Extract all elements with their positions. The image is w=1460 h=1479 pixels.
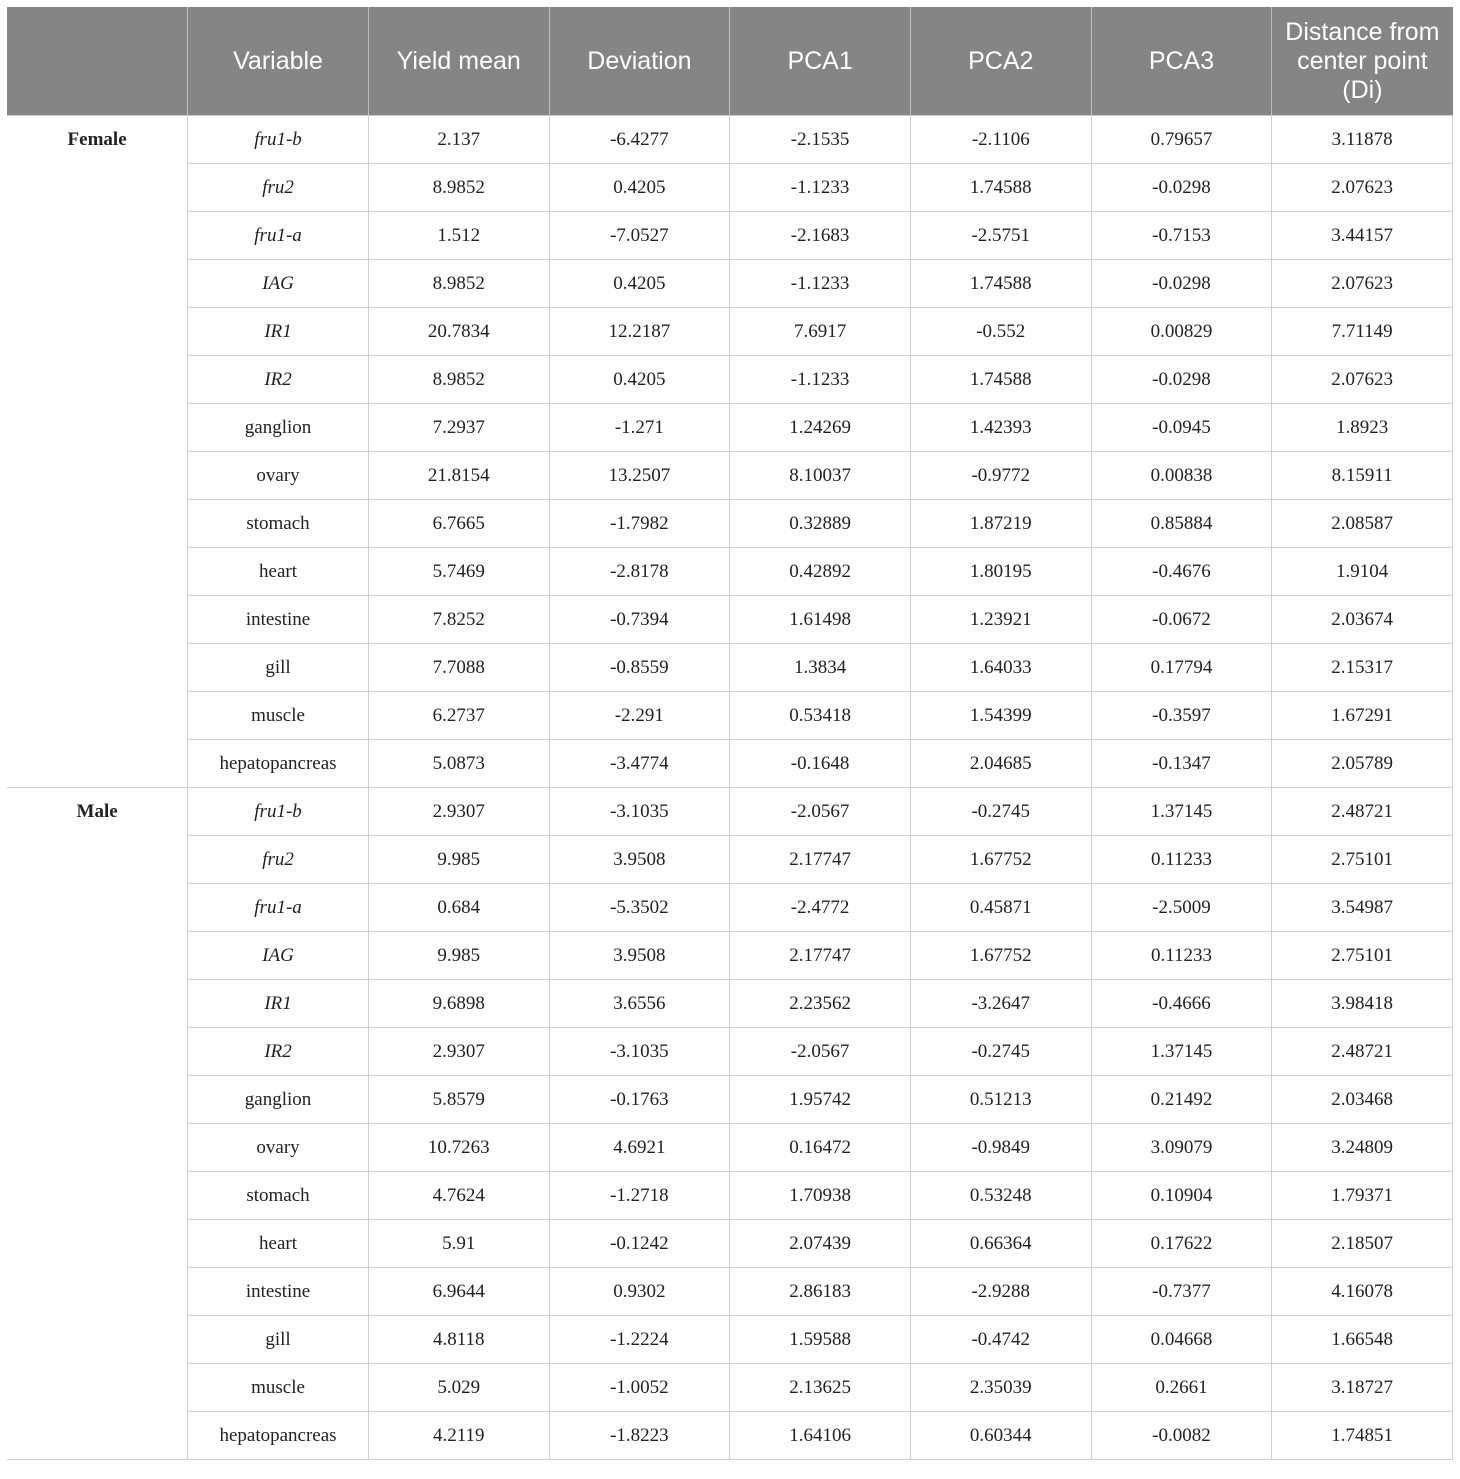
variable-cell: heart <box>188 548 369 596</box>
variable-cell: fru1-b <box>188 788 369 836</box>
yield-mean-cell: 7.7088 <box>368 644 549 692</box>
deviation-cell: -7.0527 <box>549 212 730 260</box>
table-row <box>7 932 1453 980</box>
deviation-cell: 4.6921 <box>549 1124 730 1172</box>
variable-cell: fru1-a <box>188 884 369 932</box>
pca2-cell: -2.1106 <box>910 116 1091 164</box>
pca3-cell: 3.09079 <box>1091 1124 1272 1172</box>
deviation-cell: -1.7982 <box>549 500 730 548</box>
yield-mean-cell: 5.91 <box>368 1220 549 1268</box>
pca2-cell: 1.54399 <box>910 692 1091 740</box>
table-row <box>7 788 1453 836</box>
table-row <box>7 1076 1453 1124</box>
distance-cell: 2.18507 <box>1272 1220 1453 1268</box>
table-row <box>7 452 1453 500</box>
yield-mean-cell: 4.7624 <box>368 1172 549 1220</box>
table-row <box>7 212 1453 260</box>
yield-mean-cell: 8.9852 <box>368 260 549 308</box>
pca1-cell: -0.1648 <box>730 740 911 788</box>
yield-mean-cell: 9.985 <box>368 932 549 980</box>
pca1-cell: 1.24269 <box>730 404 911 452</box>
variable-cell: IR1 <box>188 980 369 1028</box>
pca1-cell: 2.17747 <box>730 836 911 884</box>
deviation-cell: -0.1763 <box>549 1076 730 1124</box>
variable-cell: ganglion <box>188 404 369 452</box>
pca1-cell: 0.42892 <box>730 548 911 596</box>
pca2-cell: 0.66364 <box>910 1220 1091 1268</box>
pca2-cell: 2.04685 <box>910 740 1091 788</box>
header-pca1: PCA1 <box>730 7 911 116</box>
distance-cell: 2.75101 <box>1272 836 1453 884</box>
yield-mean-cell: 7.8252 <box>368 596 549 644</box>
distance-cell: 3.11878 <box>1272 116 1453 164</box>
deviation-cell: -1.2718 <box>549 1172 730 1220</box>
variable-cell: stomach <box>188 500 369 548</box>
yield-mean-cell: 4.2119 <box>368 1412 549 1460</box>
deviation-cell: -3.1035 <box>549 788 730 836</box>
table-row <box>7 116 1453 164</box>
distance-cell: 2.03674 <box>1272 596 1453 644</box>
pca2-cell: -0.9849 <box>910 1124 1091 1172</box>
pca2-cell: 1.67752 <box>910 932 1091 980</box>
variable-cell: IAG <box>188 932 369 980</box>
pca3-cell: -0.4666 <box>1091 980 1272 1028</box>
table-row <box>7 356 1453 404</box>
deviation-cell: -3.4774 <box>549 740 730 788</box>
pca3-cell: -0.7377 <box>1091 1268 1272 1316</box>
deviation-cell: -2.291 <box>549 692 730 740</box>
pca2-cell: 1.74588 <box>910 356 1091 404</box>
yield-mean-cell: 5.0873 <box>368 740 549 788</box>
pca3-cell: -2.5009 <box>1091 884 1272 932</box>
pca2-cell: 0.60344 <box>910 1412 1091 1460</box>
pca2-cell: 1.74588 <box>910 164 1091 212</box>
deviation-cell: -0.1242 <box>549 1220 730 1268</box>
table-row <box>7 980 1453 1028</box>
deviation-cell: -1.271 <box>549 404 730 452</box>
data-table <box>7 7 1453 1460</box>
pca2-cell: -0.4742 <box>910 1316 1091 1364</box>
deviation-cell: 0.9302 <box>549 1268 730 1316</box>
variable-cell: hepatopancreas <box>188 740 369 788</box>
variable-cell: IAG <box>188 260 369 308</box>
variable-cell: heart <box>188 1220 369 1268</box>
header-variable: Variable <box>188 7 369 116</box>
yield-mean-cell: 20.7834 <box>368 308 549 356</box>
variable-cell: muscle <box>188 1364 369 1412</box>
header-group <box>7 7 188 116</box>
distance-cell: 2.08587 <box>1272 500 1453 548</box>
deviation-cell: 3.9508 <box>549 932 730 980</box>
header-deviation: Deviation <box>549 7 730 116</box>
variable-cell: IR1 <box>188 308 369 356</box>
pca3-cell: -0.4676 <box>1091 548 1272 596</box>
pca1-cell: 8.10037 <box>730 452 911 500</box>
pca2-cell: -2.9288 <box>910 1268 1091 1316</box>
distance-cell: 1.74851 <box>1272 1412 1453 1460</box>
distance-cell: 1.66548 <box>1272 1316 1453 1364</box>
deviation-cell: 0.4205 <box>549 356 730 404</box>
yield-mean-cell: 1.512 <box>368 212 549 260</box>
pca3-cell: -0.0945 <box>1091 404 1272 452</box>
pca1-cell: 1.59588 <box>730 1316 911 1364</box>
distance-cell: 3.54987 <box>1272 884 1453 932</box>
distance-cell: 7.71149 <box>1272 308 1453 356</box>
variable-cell: ovary <box>188 452 369 500</box>
pca1-cell: -1.1233 <box>730 260 911 308</box>
pca1-cell: -2.1683 <box>730 212 911 260</box>
deviation-cell: -5.3502 <box>549 884 730 932</box>
pca2-cell: 1.42393 <box>910 404 1091 452</box>
yield-mean-cell: 9.6898 <box>368 980 549 1028</box>
pca3-cell: -0.7153 <box>1091 212 1272 260</box>
table-row <box>7 260 1453 308</box>
deviation-cell: 0.4205 <box>549 164 730 212</box>
table-header <box>7 7 1453 116</box>
pca3-cell: 1.37145 <box>1091 788 1272 836</box>
table-row <box>7 308 1453 356</box>
table-row <box>7 1220 1453 1268</box>
pca2-cell: -0.2745 <box>910 1028 1091 1076</box>
deviation-cell: -1.8223 <box>549 1412 730 1460</box>
yield-mean-cell: 5.029 <box>368 1364 549 1412</box>
deviation-cell: 3.9508 <box>549 836 730 884</box>
pca2-cell: -2.5751 <box>910 212 1091 260</box>
pca3-cell: 0.00829 <box>1091 308 1272 356</box>
variable-cell: fru1-b <box>188 116 369 164</box>
table-row <box>7 548 1453 596</box>
table-row <box>7 644 1453 692</box>
pca3-cell: 0.10904 <box>1091 1172 1272 1220</box>
pca3-cell: -0.0298 <box>1091 164 1272 212</box>
pca1-cell: 0.53418 <box>730 692 911 740</box>
pca1-cell: 2.86183 <box>730 1268 911 1316</box>
deviation-cell: 12.2187 <box>549 308 730 356</box>
variable-cell: intestine <box>188 1268 369 1316</box>
group-label: Male <box>7 788 188 1460</box>
variable-cell: hepatopancreas <box>188 1412 369 1460</box>
pca2-cell: 1.23921 <box>910 596 1091 644</box>
pca3-cell: 0.2661 <box>1091 1364 1272 1412</box>
table-row <box>7 1268 1453 1316</box>
yield-mean-cell: 6.7665 <box>368 500 549 548</box>
yield-mean-cell: 7.2937 <box>368 404 549 452</box>
pca3-cell: 0.85884 <box>1091 500 1272 548</box>
yield-mean-cell: 4.8118 <box>368 1316 549 1364</box>
pca3-cell: -0.0298 <box>1091 260 1272 308</box>
yield-mean-cell: 0.684 <box>368 884 549 932</box>
yield-mean-cell: 2.9307 <box>368 1028 549 1076</box>
pca1-cell: 2.07439 <box>730 1220 911 1268</box>
pca3-cell: 0.17622 <box>1091 1220 1272 1268</box>
pca1-cell: 1.61498 <box>730 596 911 644</box>
pca1-cell: -1.1233 <box>730 356 911 404</box>
yield-mean-cell: 2.137 <box>368 116 549 164</box>
pca3-cell: -0.1347 <box>1091 740 1272 788</box>
yield-mean-cell: 10.7263 <box>368 1124 549 1172</box>
pca3-cell: 0.04668 <box>1091 1316 1272 1364</box>
pca1-cell: 0.16472 <box>730 1124 911 1172</box>
variable-cell: stomach <box>188 1172 369 1220</box>
variable-cell: ganglion <box>188 1076 369 1124</box>
variable-cell: muscle <box>188 692 369 740</box>
table-row <box>7 1172 1453 1220</box>
deviation-cell: -6.4277 <box>549 116 730 164</box>
pca2-cell: 0.53248 <box>910 1172 1091 1220</box>
variable-cell: gill <box>188 1316 369 1364</box>
yield-mean-cell: 21.8154 <box>368 452 549 500</box>
table-row <box>7 1364 1453 1412</box>
yield-mean-cell: 5.8579 <box>368 1076 549 1124</box>
pca3-cell: -0.0298 <box>1091 356 1272 404</box>
pca2-cell: 1.87219 <box>910 500 1091 548</box>
pca2-cell: -0.552 <box>910 308 1091 356</box>
pca1-cell: -1.1233 <box>730 164 911 212</box>
distance-cell: 4.16078 <box>1272 1268 1453 1316</box>
table-row <box>7 500 1453 548</box>
pca2-cell: 0.45871 <box>910 884 1091 932</box>
pca2-cell: 1.74588 <box>910 260 1091 308</box>
pca2-cell: 1.80195 <box>910 548 1091 596</box>
deviation-cell: -3.1035 <box>549 1028 730 1076</box>
variable-cell: ovary <box>188 1124 369 1172</box>
pca3-cell: 0.21492 <box>1091 1076 1272 1124</box>
header-yield-mean: Yield mean <box>368 7 549 116</box>
deviation-cell: -0.7394 <box>549 596 730 644</box>
distance-cell: 2.03468 <box>1272 1076 1453 1124</box>
distance-cell: 1.79371 <box>1272 1172 1453 1220</box>
distance-cell: 2.07623 <box>1272 164 1453 212</box>
variable-cell: IR2 <box>188 356 369 404</box>
pca3-cell: 0.00838 <box>1091 452 1272 500</box>
distance-cell: 3.44157 <box>1272 212 1453 260</box>
pca3-cell: 0.11233 <box>1091 932 1272 980</box>
yield-mean-cell: 6.2737 <box>368 692 549 740</box>
pca2-cell: 1.67752 <box>910 836 1091 884</box>
pca1-cell: 2.17747 <box>730 932 911 980</box>
yield-mean-cell: 8.9852 <box>368 356 549 404</box>
pca1-cell: -2.4772 <box>730 884 911 932</box>
deviation-cell: -0.8559 <box>549 644 730 692</box>
deviation-cell: 3.6556 <box>549 980 730 1028</box>
deviation-cell: 0.4205 <box>549 260 730 308</box>
variable-cell: fru1-a <box>188 212 369 260</box>
group-label: Female <box>7 116 188 788</box>
table-row <box>7 164 1453 212</box>
pca3-cell: -0.0672 <box>1091 596 1272 644</box>
variable-cell: IR2 <box>188 1028 369 1076</box>
pca1-cell: 1.3834 <box>730 644 911 692</box>
variable-cell: gill <box>188 644 369 692</box>
header-distance: Distance from center point (Di) <box>1272 7 1453 116</box>
yield-mean-cell: 6.9644 <box>368 1268 549 1316</box>
table-row <box>7 1316 1453 1364</box>
header-row <box>7 7 1453 116</box>
table-row <box>7 596 1453 644</box>
table-row <box>7 692 1453 740</box>
pca2-cell: -0.2745 <box>910 788 1091 836</box>
yield-mean-cell: 5.7469 <box>368 548 549 596</box>
distance-cell: 1.67291 <box>1272 692 1453 740</box>
pca1-cell: -2.1535 <box>730 116 911 164</box>
header-pca3: PCA3 <box>1091 7 1272 116</box>
pca1-cell: 7.6917 <box>730 308 911 356</box>
pca2-cell: -0.9772 <box>910 452 1091 500</box>
pca1-cell: 2.23562 <box>730 980 911 1028</box>
variable-cell: intestine <box>188 596 369 644</box>
deviation-cell: 13.2507 <box>549 452 730 500</box>
pca1-cell: 2.13625 <box>730 1364 911 1412</box>
pca1-cell: -2.0567 <box>730 1028 911 1076</box>
distance-cell: 3.24809 <box>1272 1124 1453 1172</box>
distance-cell: 2.15317 <box>1272 644 1453 692</box>
table-row <box>7 1028 1453 1076</box>
deviation-cell: -1.0052 <box>549 1364 730 1412</box>
variable-cell: fru2 <box>188 164 369 212</box>
pca3-cell: 0.79657 <box>1091 116 1272 164</box>
pca2-cell: 2.35039 <box>910 1364 1091 1412</box>
distance-cell: 3.98418 <box>1272 980 1453 1028</box>
pca1-cell: 1.95742 <box>730 1076 911 1124</box>
distance-cell: 2.48721 <box>1272 788 1453 836</box>
yield-mean-cell: 2.9307 <box>368 788 549 836</box>
deviation-cell: -1.2224 <box>549 1316 730 1364</box>
distance-cell: 2.75101 <box>1272 932 1453 980</box>
table-row <box>7 740 1453 788</box>
distance-cell: 2.48721 <box>1272 1028 1453 1076</box>
table-row <box>7 836 1453 884</box>
pca1-cell: 1.70938 <box>730 1172 911 1220</box>
deviation-cell: -2.8178 <box>549 548 730 596</box>
distance-cell: 2.07623 <box>1272 260 1453 308</box>
table-body <box>7 116 1453 1460</box>
distance-cell: 8.15911 <box>1272 452 1453 500</box>
pca2-cell: 1.64033 <box>910 644 1091 692</box>
yield-mean-cell: 8.9852 <box>368 164 549 212</box>
pca3-cell: 0.17794 <box>1091 644 1272 692</box>
pca3-cell: -0.3597 <box>1091 692 1272 740</box>
pca3-cell: 0.11233 <box>1091 836 1272 884</box>
table-row <box>7 1124 1453 1172</box>
table-row <box>7 404 1453 452</box>
table-row <box>7 1412 1453 1460</box>
pca3-cell: 1.37145 <box>1091 1028 1272 1076</box>
distance-cell: 2.07623 <box>1272 356 1453 404</box>
header-pca2: PCA2 <box>910 7 1091 116</box>
table-row <box>7 884 1453 932</box>
pca3-cell: -0.0082 <box>1091 1412 1272 1460</box>
pca2-cell: -3.2647 <box>910 980 1091 1028</box>
pca1-cell: -2.0567 <box>730 788 911 836</box>
distance-cell: 2.05789 <box>1272 740 1453 788</box>
distance-cell: 1.9104 <box>1272 548 1453 596</box>
pca1-cell: 1.64106 <box>730 1412 911 1460</box>
pca1-cell: 0.32889 <box>730 500 911 548</box>
yield-mean-cell: 9.985 <box>368 836 549 884</box>
pca2-cell: 0.51213 <box>910 1076 1091 1124</box>
distance-cell: 3.18727 <box>1272 1364 1453 1412</box>
variable-cell: fru2 <box>188 836 369 884</box>
distance-cell: 1.8923 <box>1272 404 1453 452</box>
